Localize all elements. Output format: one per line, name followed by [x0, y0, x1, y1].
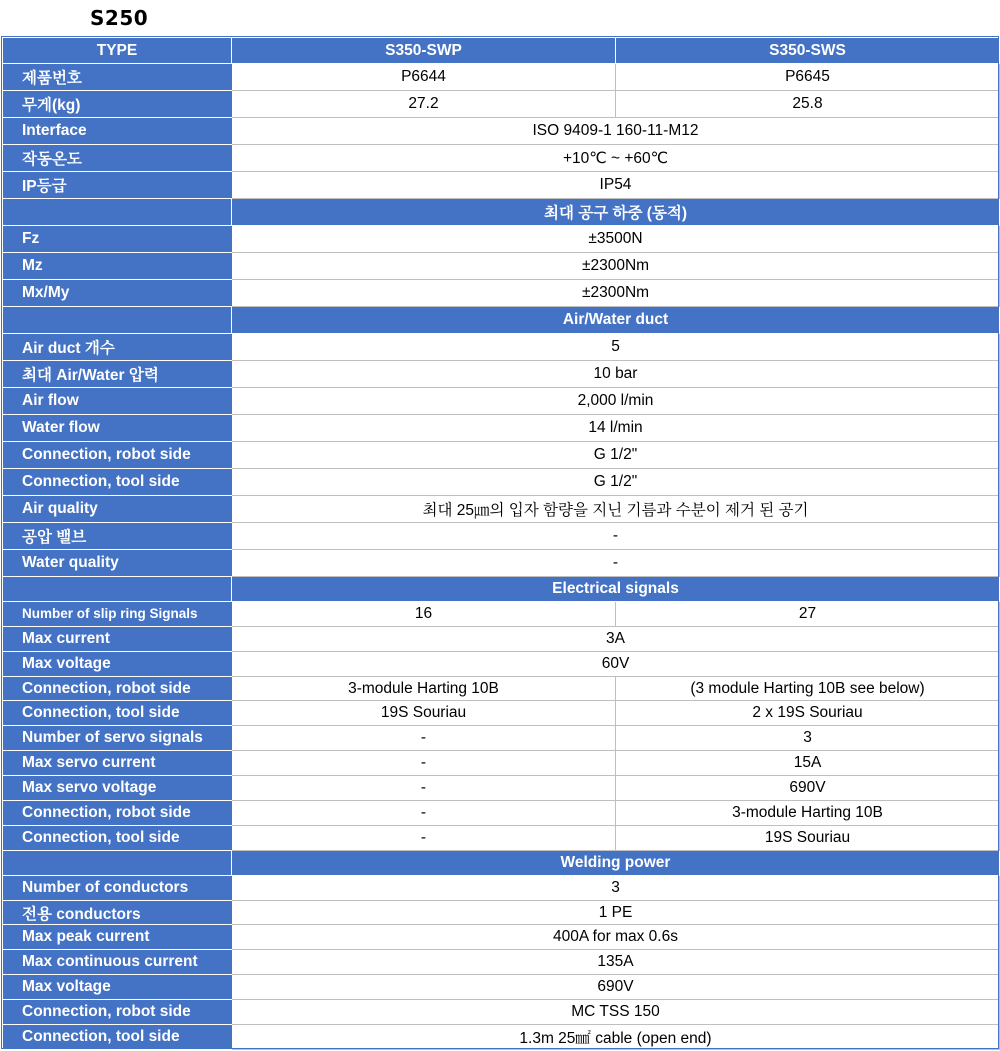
- row-label: 작동온도: [3, 145, 232, 172]
- row-value-s350-sws: 15A: [616, 751, 1000, 776]
- row-value: 135A: [232, 950, 1000, 975]
- table-row: [3, 253, 1000, 280]
- row-value: 690V: [232, 975, 1000, 1000]
- row-label: Mx/My: [3, 280, 232, 307]
- spec-table-body: [3, 38, 1000, 1050]
- row-value-s350-sws: 19S Souriau: [616, 825, 1000, 850]
- table-header-row: [3, 38, 1000, 64]
- table-row: [3, 676, 1000, 701]
- row-value-s350-sws: (3 module Harting 10B see below): [616, 676, 1000, 701]
- section-title: 최대 공구 하중 (동적): [232, 199, 1000, 226]
- row-label: Connection, robot side: [3, 676, 232, 701]
- row-value: 3: [232, 875, 1000, 900]
- table-row: [3, 776, 1000, 801]
- row-label: 전용 conductors: [3, 900, 232, 925]
- section-label-cell: [3, 199, 232, 226]
- section-header-row: [3, 307, 1000, 334]
- row-label: Connection, robot side: [3, 442, 232, 469]
- header-type: TYPE: [3, 38, 232, 64]
- row-value: IP54: [232, 172, 1000, 199]
- row-label: Number of conductors: [3, 875, 232, 900]
- row-label: Air quality: [3, 496, 232, 523]
- table-row: [3, 1000, 1000, 1025]
- table-row: [3, 334, 1000, 361]
- table-row: [3, 415, 1000, 442]
- table-row: [3, 701, 1000, 726]
- row-label: Max servo voltage: [3, 776, 232, 801]
- section-label-cell: [3, 577, 232, 602]
- table-row: [3, 651, 1000, 676]
- row-label: Water quality: [3, 550, 232, 577]
- section-label-cell: [3, 850, 232, 875]
- row-value-s350-swp: 27.2: [232, 91, 616, 118]
- table-row: [3, 950, 1000, 975]
- row-value: 최대 25㎛의 입자 함량을 지닌 기름과 수분이 제거 된 공기: [232, 496, 1000, 523]
- row-label: Number of slip ring Signals: [3, 601, 232, 626]
- row-value: +10℃ ~ +60℃: [232, 145, 1000, 172]
- table-row: [3, 523, 1000, 550]
- row-value-s350-sws: 690V: [616, 776, 1000, 801]
- row-value: 1 PE: [232, 900, 1000, 925]
- table-row: [3, 172, 1000, 199]
- section-header-row: [3, 577, 1000, 602]
- table-row: [3, 975, 1000, 1000]
- row-label: IP등급: [3, 172, 232, 199]
- row-value-s350-swp: P6644: [232, 64, 616, 91]
- section-title: Electrical signals: [232, 577, 1000, 602]
- section-header-row: [3, 850, 1000, 875]
- table-row: [3, 145, 1000, 172]
- row-value-s350-sws: 3: [616, 726, 1000, 751]
- row-label: Interface: [3, 118, 232, 145]
- row-label: Max voltage: [3, 651, 232, 676]
- section-title: Air/Water duct: [232, 307, 1000, 334]
- row-value: 1.3m 25㎟ cable (open end): [232, 1025, 1000, 1050]
- table-row: [3, 900, 1000, 925]
- row-value: G 1/2": [232, 469, 1000, 496]
- table-row: [3, 226, 1000, 253]
- table-row: [3, 875, 1000, 900]
- table-row: [3, 496, 1000, 523]
- table-row: [3, 925, 1000, 950]
- row-value-s350-sws: 27: [616, 601, 1000, 626]
- table-row: [3, 91, 1000, 118]
- row-value-s350-swp: 3-module Harting 10B: [232, 676, 616, 701]
- table-row: [3, 626, 1000, 651]
- row-value-s350-sws: 3-module Harting 10B: [616, 801, 1000, 826]
- row-value-s350-sws: 25.8: [616, 91, 1000, 118]
- row-label: Max peak current: [3, 925, 232, 950]
- row-value: 60V: [232, 651, 1000, 676]
- row-label: Connection, tool side: [3, 825, 232, 850]
- row-value: G 1/2": [232, 442, 1000, 469]
- row-label: Max voltage: [3, 975, 232, 1000]
- row-value: ISO 9409-1 160-11-M12: [232, 118, 1000, 145]
- table-row: [3, 361, 1000, 388]
- row-value-s350-swp: -: [232, 776, 616, 801]
- row-label: 제품번호: [3, 64, 232, 91]
- table-row: [3, 825, 1000, 850]
- row-label: Air duct 개수: [3, 334, 232, 361]
- row-label: Mz: [3, 253, 232, 280]
- row-label: Connection, tool side: [3, 469, 232, 496]
- table-row: [3, 64, 1000, 91]
- table-row: [3, 118, 1000, 145]
- row-value: 2,000 l/min: [232, 388, 1000, 415]
- table-row: [3, 442, 1000, 469]
- header-col-s350-sws: S350-SWS: [616, 38, 1000, 64]
- row-label: Max current: [3, 626, 232, 651]
- section-label-cell: [3, 307, 232, 334]
- table-row: [3, 801, 1000, 826]
- row-value-s350-swp: -: [232, 726, 616, 751]
- row-value-s350-swp: -: [232, 825, 616, 850]
- row-value: ±3500N: [232, 226, 1000, 253]
- row-value-s350-swp: 16: [232, 601, 616, 626]
- row-label: Air flow: [3, 388, 232, 415]
- row-label: 무게(kg): [3, 91, 232, 118]
- header-col-s350-swp: S350-SWP: [232, 38, 616, 64]
- row-label: 최대 Air/Water 압력: [3, 361, 232, 388]
- row-value: MC TSS 150: [232, 1000, 1000, 1025]
- table-row: [3, 1025, 1000, 1050]
- row-label: 공압 밸브: [3, 523, 232, 550]
- page-title: S250: [90, 6, 149, 30]
- row-value: 400A for max 0.6s: [232, 925, 1000, 950]
- table-row: [3, 550, 1000, 577]
- row-label: Max continuous current: [3, 950, 232, 975]
- row-label: Max servo current: [3, 751, 232, 776]
- section-header-row: [3, 199, 1000, 226]
- row-label: Connection, robot side: [3, 801, 232, 826]
- row-label: Connection, tool side: [3, 701, 232, 726]
- row-value: 14 l/min: [232, 415, 1000, 442]
- row-value: ±2300Nm: [232, 280, 1000, 307]
- table-row: [3, 601, 1000, 626]
- row-value: 5: [232, 334, 1000, 361]
- row-label: Fz: [3, 226, 232, 253]
- row-value: -: [232, 550, 1000, 577]
- row-value-s350-swp: 19S Souriau: [232, 701, 616, 726]
- table-row: [3, 469, 1000, 496]
- row-value: 10 bar: [232, 361, 1000, 388]
- row-label: Connection, tool side: [3, 1025, 232, 1050]
- row-value: 3A: [232, 626, 1000, 651]
- table-row: [3, 726, 1000, 751]
- row-label: Water flow: [3, 415, 232, 442]
- section-title: Welding power: [232, 850, 1000, 875]
- row-value: ±2300Nm: [232, 253, 1000, 280]
- row-value-s350-swp: -: [232, 801, 616, 826]
- row-value-s350-sws: 2 x 19S Souriau: [616, 701, 1000, 726]
- row-value-s350-swp: -: [232, 751, 616, 776]
- table-row: [3, 280, 1000, 307]
- spec-table: [2, 37, 1000, 1050]
- row-label: Connection, robot side: [3, 1000, 232, 1025]
- row-label: Number of servo signals: [3, 726, 232, 751]
- table-row: [3, 388, 1000, 415]
- row-value-s350-sws: P6645: [616, 64, 1000, 91]
- row-value: -: [232, 523, 1000, 550]
- table-row: [3, 751, 1000, 776]
